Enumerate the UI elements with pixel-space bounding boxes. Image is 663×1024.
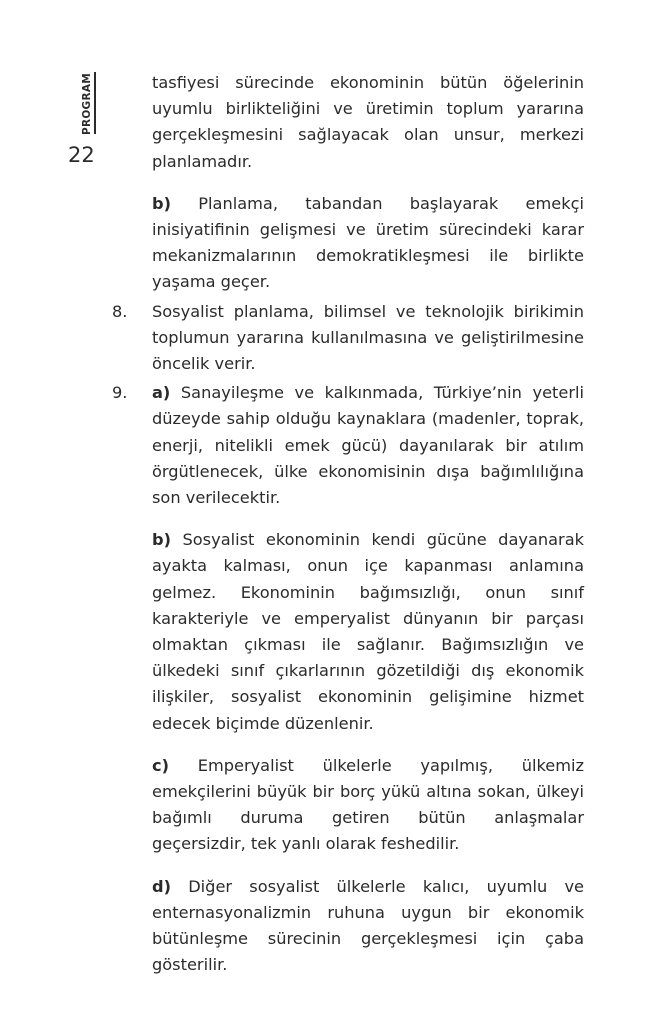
paragraph-b xyxy=(152,191,584,296)
list-item-9 xyxy=(112,380,584,511)
item-number: 8. xyxy=(112,301,128,321)
item-9a xyxy=(152,380,584,511)
item-9c-text: Emperyalist ülkelerle yapılmış, ülkemiz emekçilerini büyük bir borç yükü altına sokan, ülkeyi bağımlı duruma getiren bütün anlaşmalar geçersizdir, tek yanlı olarak feshedilir. xyxy=(152,755,584,854)
item-9b-text: Sosyalist ekonominin kendi gücüne dayanarak ayakta kalması, onun içe kapanması anlamına gelmez. Ekonominin bağımsızlığı, onun sınıf karakteriyle ve emperyalist dünyanın bir parçası olmaktan çıkması ile sağlanır. Bağımsızlığın ve ülkedeki sınıf çıkarlarının gözetildiği dış ekonomik ilişkiler, sosyalist ekonominin gelişimine hizmet edecek biçimde düzenlenir. xyxy=(152,530,584,733)
paragraph-intro: tasfiyesi sürecinde ekonominin bütün öğelerinin uyumlu birlikteliğini ve üretimin toplum yararına gerçekleşmesini sağlayacak olan unsur, merkezi planlamadır. xyxy=(152,73,584,171)
item-9b xyxy=(152,527,584,737)
item-marker: b) xyxy=(152,530,171,550)
section-label xyxy=(80,74,94,134)
item-8-text: Sosyalist planlama, bilimsel ve teknolojik birikimin toplumun yararına kullanılmasına ve geliştirilmesine öncelik verir. xyxy=(152,301,584,374)
item-9a-text: Sanayileşme ve kalkınmada, Türkiye’nin yeterli düzeyde sahip olduğu kaynaklara (madenler, toprak, enerji, nitelikli emek gücü) dayanılarak bir atılım örgütlenecek, ülke ekonomisinin dışa bağımlılığına son verilecektir. xyxy=(152,383,584,508)
item-number: 9. xyxy=(112,383,128,403)
item-marker: b) xyxy=(152,193,171,213)
page-body xyxy=(112,70,584,979)
section-label-text: PROGRAM xyxy=(81,72,93,136)
section-divider xyxy=(94,72,96,134)
item-marker: c) xyxy=(152,755,169,775)
item-9c xyxy=(152,753,584,858)
paragraph-b-text: Planlama, tabandan başlayarak emekçi inisiyatifinin gelişmesi ve üretim sürecindeki karar mekanizmalarının demokratikleşmesi ile birlikte yaşama geçer. xyxy=(152,193,584,292)
page-number: 22 xyxy=(68,143,95,167)
item-9d xyxy=(152,874,584,979)
item-marker: d) xyxy=(152,876,171,896)
list-item-8 xyxy=(112,299,584,378)
item-9d-text: Diğer sosyalist ülkelerle kalıcı, uyumlu ve enternasyonalizmin ruhuna uygun bir ekonomik bütünleşme sürecinin gerçekleşmesi için çaba gösterilir. xyxy=(152,876,584,975)
item-marker: a) xyxy=(152,383,171,403)
